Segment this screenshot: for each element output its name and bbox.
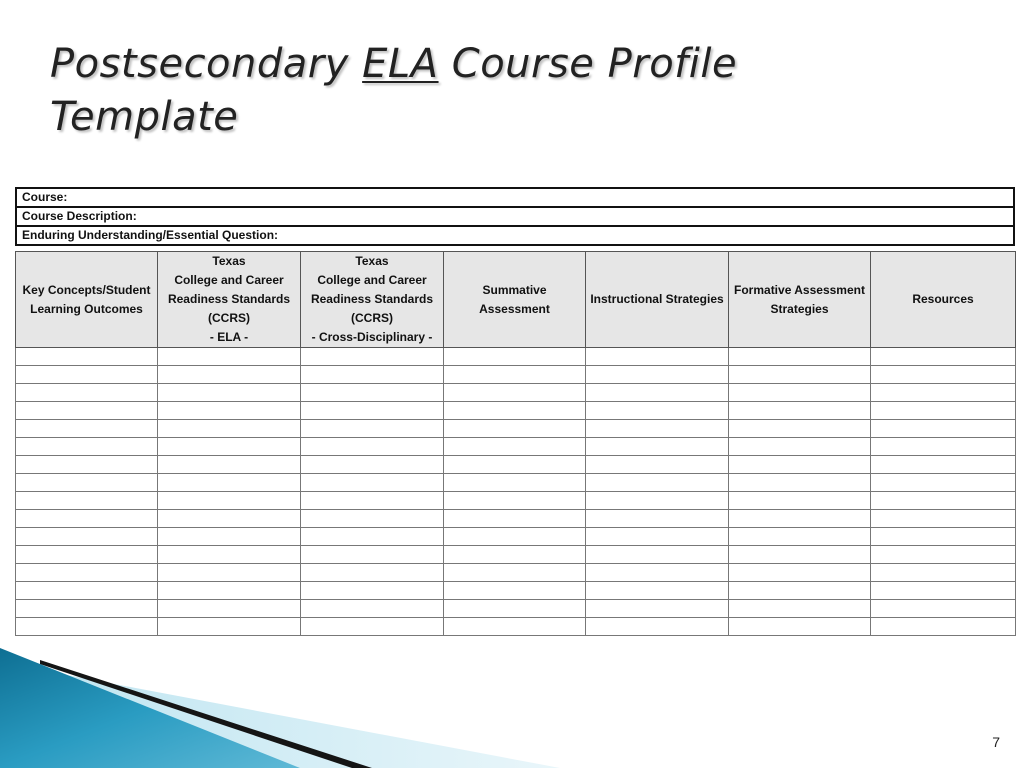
table-cell[interactable] bbox=[444, 474, 586, 492]
table-cell[interactable] bbox=[444, 366, 586, 384]
column-header-line: Readiness Standards bbox=[167, 292, 291, 306]
table-cell[interactable] bbox=[301, 474, 444, 492]
table-cell[interactable] bbox=[158, 420, 301, 438]
column-header bbox=[158, 252, 301, 348]
table-cell[interactable] bbox=[871, 402, 1016, 420]
table-cell[interactable] bbox=[586, 366, 729, 384]
table-cell[interactable] bbox=[301, 402, 444, 420]
table-cell[interactable] bbox=[301, 546, 444, 564]
table-cell[interactable] bbox=[586, 492, 729, 510]
table-cell[interactable] bbox=[301, 366, 444, 384]
table-cell[interactable] bbox=[444, 564, 586, 582]
table-cell[interactable] bbox=[871, 618, 1016, 636]
table-cell[interactable] bbox=[158, 366, 301, 384]
table-cell[interactable] bbox=[301, 348, 444, 366]
table-cell[interactable] bbox=[16, 510, 158, 528]
table-cell[interactable] bbox=[444, 348, 586, 366]
table-cell[interactable] bbox=[586, 528, 729, 546]
column-header-line: Summative Assessment bbox=[479, 282, 550, 316]
table-cell[interactable] bbox=[729, 528, 871, 546]
column-header-line: College and Career bbox=[174, 273, 284, 287]
table-cell[interactable] bbox=[158, 384, 301, 402]
table-cell[interactable] bbox=[586, 420, 729, 438]
table-row bbox=[16, 366, 1016, 384]
table-cell[interactable] bbox=[586, 348, 729, 366]
table-cell[interactable] bbox=[158, 456, 301, 474]
table-cell[interactable] bbox=[16, 438, 158, 456]
table-cell[interactable] bbox=[729, 366, 871, 384]
title-text-part2: Course Profile bbox=[438, 41, 738, 87]
table-cell[interactable] bbox=[444, 420, 586, 438]
course-info-field[interactable] bbox=[16, 226, 1014, 245]
column-header-line: Instructional Strategies bbox=[590, 292, 724, 306]
table-cell[interactable] bbox=[301, 492, 444, 510]
table-cell[interactable] bbox=[16, 384, 158, 402]
column-header-line: (CCRS) bbox=[208, 311, 250, 325]
table-cell[interactable] bbox=[16, 528, 158, 546]
course-info-label: Enduring Understanding/Essential Question: bbox=[22, 228, 279, 242]
column-header bbox=[301, 252, 444, 348]
table-cell[interactable] bbox=[444, 582, 586, 600]
table-row bbox=[16, 582, 1016, 600]
table-row bbox=[16, 600, 1016, 618]
table-cell[interactable] bbox=[729, 492, 871, 510]
column-header-line: College and Career bbox=[317, 273, 427, 287]
table-row bbox=[16, 564, 1016, 582]
table-row bbox=[16, 456, 1016, 474]
table-cell[interactable] bbox=[301, 510, 444, 528]
table-row bbox=[16, 438, 1016, 456]
table-cell[interactable] bbox=[444, 438, 586, 456]
table-cell[interactable] bbox=[158, 510, 301, 528]
table-cell[interactable] bbox=[871, 492, 1016, 510]
table-cell[interactable] bbox=[16, 564, 158, 582]
table-cell[interactable] bbox=[16, 456, 158, 474]
column-header-line: Learning Outcomes bbox=[30, 301, 143, 316]
table-row bbox=[16, 348, 1016, 366]
table-cell[interactable] bbox=[158, 546, 301, 564]
table-row bbox=[16, 402, 1016, 420]
table-cell[interactable] bbox=[16, 618, 158, 636]
course-info-row bbox=[16, 188, 1014, 207]
table-cell[interactable] bbox=[444, 510, 586, 528]
table-cell[interactable] bbox=[871, 546, 1016, 564]
title-text-line2: Template bbox=[50, 94, 239, 140]
table-cell[interactable] bbox=[586, 474, 729, 492]
table-cell[interactable] bbox=[586, 600, 729, 618]
table-cell[interactable] bbox=[729, 564, 871, 582]
table-cell[interactable] bbox=[586, 510, 729, 528]
course-info-row bbox=[16, 207, 1014, 226]
column-header-line: - Cross-Disciplinary - bbox=[311, 330, 433, 344]
table-cell[interactable] bbox=[16, 546, 158, 564]
table-cell[interactable] bbox=[444, 384, 586, 402]
table-cell[interactable] bbox=[871, 438, 1016, 456]
table-cell[interactable] bbox=[586, 564, 729, 582]
table-row bbox=[16, 492, 1016, 510]
table-cell[interactable] bbox=[586, 546, 729, 564]
table-cell[interactable] bbox=[586, 384, 729, 402]
title-text-part1: Postsecondary bbox=[50, 41, 363, 87]
course-info-row bbox=[16, 226, 1014, 245]
column-header-line: Readiness Standards bbox=[310, 292, 434, 306]
table-cell[interactable] bbox=[16, 600, 158, 618]
swoosh-teal bbox=[0, 648, 300, 768]
table-cell[interactable] bbox=[586, 618, 729, 636]
column-header-line: Key Concepts/Student bbox=[22, 282, 151, 297]
column-header bbox=[586, 252, 729, 348]
table-cell[interactable] bbox=[16, 348, 158, 366]
column-header-line: (CCRS) bbox=[351, 311, 393, 325]
table-cell[interactable] bbox=[729, 618, 871, 636]
table-row bbox=[16, 528, 1016, 546]
table-cell[interactable] bbox=[729, 348, 871, 366]
slide-title bbox=[50, 38, 950, 144]
table-row bbox=[16, 384, 1016, 402]
column-header-line: Formative Assessment bbox=[734, 282, 865, 297]
table-cell[interactable] bbox=[871, 420, 1016, 438]
table-cell[interactable] bbox=[158, 582, 301, 600]
table-cell[interactable] bbox=[158, 600, 301, 618]
table-cell[interactable] bbox=[729, 456, 871, 474]
table-cell[interactable] bbox=[301, 456, 444, 474]
table-cell[interactable] bbox=[158, 402, 301, 420]
table-cell[interactable] bbox=[301, 600, 444, 618]
course-info-table bbox=[15, 187, 1015, 246]
table-cell[interactable] bbox=[301, 438, 444, 456]
table-cell[interactable] bbox=[586, 402, 729, 420]
table-cell[interactable] bbox=[871, 564, 1016, 582]
table-cell[interactable] bbox=[871, 582, 1016, 600]
column-header bbox=[729, 252, 871, 348]
table-cell[interactable] bbox=[16, 492, 158, 510]
table-cell[interactable] bbox=[301, 384, 444, 402]
table-cell[interactable] bbox=[871, 384, 1016, 402]
column-header bbox=[871, 252, 1016, 348]
table-cell[interactable] bbox=[729, 438, 871, 456]
table-cell[interactable] bbox=[158, 618, 301, 636]
table-cell[interactable] bbox=[729, 600, 871, 618]
table-cell[interactable] bbox=[444, 618, 586, 636]
table-cell[interactable] bbox=[301, 618, 444, 636]
column-header-line: Texas bbox=[212, 254, 246, 268]
table-cell[interactable] bbox=[444, 600, 586, 618]
table-cell[interactable] bbox=[586, 456, 729, 474]
table-cell[interactable] bbox=[871, 456, 1016, 474]
table-cell[interactable] bbox=[729, 582, 871, 600]
table-cell[interactable] bbox=[729, 402, 871, 420]
column-header bbox=[444, 252, 586, 348]
table-cell[interactable] bbox=[871, 600, 1016, 618]
table-cell[interactable] bbox=[444, 402, 586, 420]
table-cell[interactable] bbox=[871, 474, 1016, 492]
table-cell[interactable] bbox=[729, 510, 871, 528]
table-cell[interactable] bbox=[871, 510, 1016, 528]
table-cell[interactable] bbox=[586, 582, 729, 600]
table-cell[interactable] bbox=[301, 564, 444, 582]
table-cell[interactable] bbox=[16, 582, 158, 600]
table-cell[interactable] bbox=[444, 456, 586, 474]
table-cell[interactable] bbox=[586, 438, 729, 456]
table-row bbox=[16, 474, 1016, 492]
table-cell[interactable] bbox=[158, 492, 301, 510]
column-header-line: Strategies bbox=[770, 301, 829, 316]
table-cell[interactable] bbox=[158, 474, 301, 492]
table-cell[interactable] bbox=[729, 384, 871, 402]
table-cell[interactable] bbox=[444, 546, 586, 564]
course-profile-table bbox=[15, 251, 1016, 636]
table-cell[interactable] bbox=[301, 528, 444, 546]
column-header-line: - ELA - bbox=[209, 330, 249, 344]
column-header-line: Texas bbox=[355, 254, 389, 268]
table-cell[interactable] bbox=[871, 528, 1016, 546]
column-header bbox=[16, 252, 158, 348]
title-emphasis: ELA bbox=[362, 41, 439, 87]
course-info-field[interactable] bbox=[16, 188, 1014, 207]
table-cell[interactable] bbox=[158, 348, 301, 366]
table-cell[interactable] bbox=[16, 420, 158, 438]
table-cell[interactable] bbox=[158, 528, 301, 546]
table-cell[interactable] bbox=[871, 366, 1016, 384]
table-cell[interactable] bbox=[444, 492, 586, 510]
table-row bbox=[16, 618, 1016, 636]
column-header-line: Resources bbox=[912, 292, 974, 306]
table-cell[interactable] bbox=[16, 366, 158, 384]
table-cell[interactable] bbox=[729, 420, 871, 438]
course-info-label: Course Description: bbox=[22, 209, 137, 223]
course-info-field[interactable] bbox=[16, 207, 1014, 226]
table-cell[interactable] bbox=[301, 582, 444, 600]
table-cell[interactable] bbox=[871, 348, 1016, 366]
course-info-label: Course: bbox=[22, 190, 68, 204]
table-cell[interactable] bbox=[729, 546, 871, 564]
header-row bbox=[16, 252, 1016, 348]
table-cell[interactable] bbox=[301, 420, 444, 438]
table-cell[interactable] bbox=[16, 402, 158, 420]
page-number: 7 bbox=[992, 734, 1000, 750]
table-row bbox=[16, 546, 1016, 564]
table-row bbox=[16, 420, 1016, 438]
decorative-swoosh bbox=[0, 640, 1024, 768]
table-cell[interactable] bbox=[729, 474, 871, 492]
table-cell[interactable] bbox=[158, 564, 301, 582]
table-cell[interactable] bbox=[16, 474, 158, 492]
table-row bbox=[16, 510, 1016, 528]
table-cell[interactable] bbox=[158, 438, 301, 456]
table-cell[interactable] bbox=[444, 528, 586, 546]
